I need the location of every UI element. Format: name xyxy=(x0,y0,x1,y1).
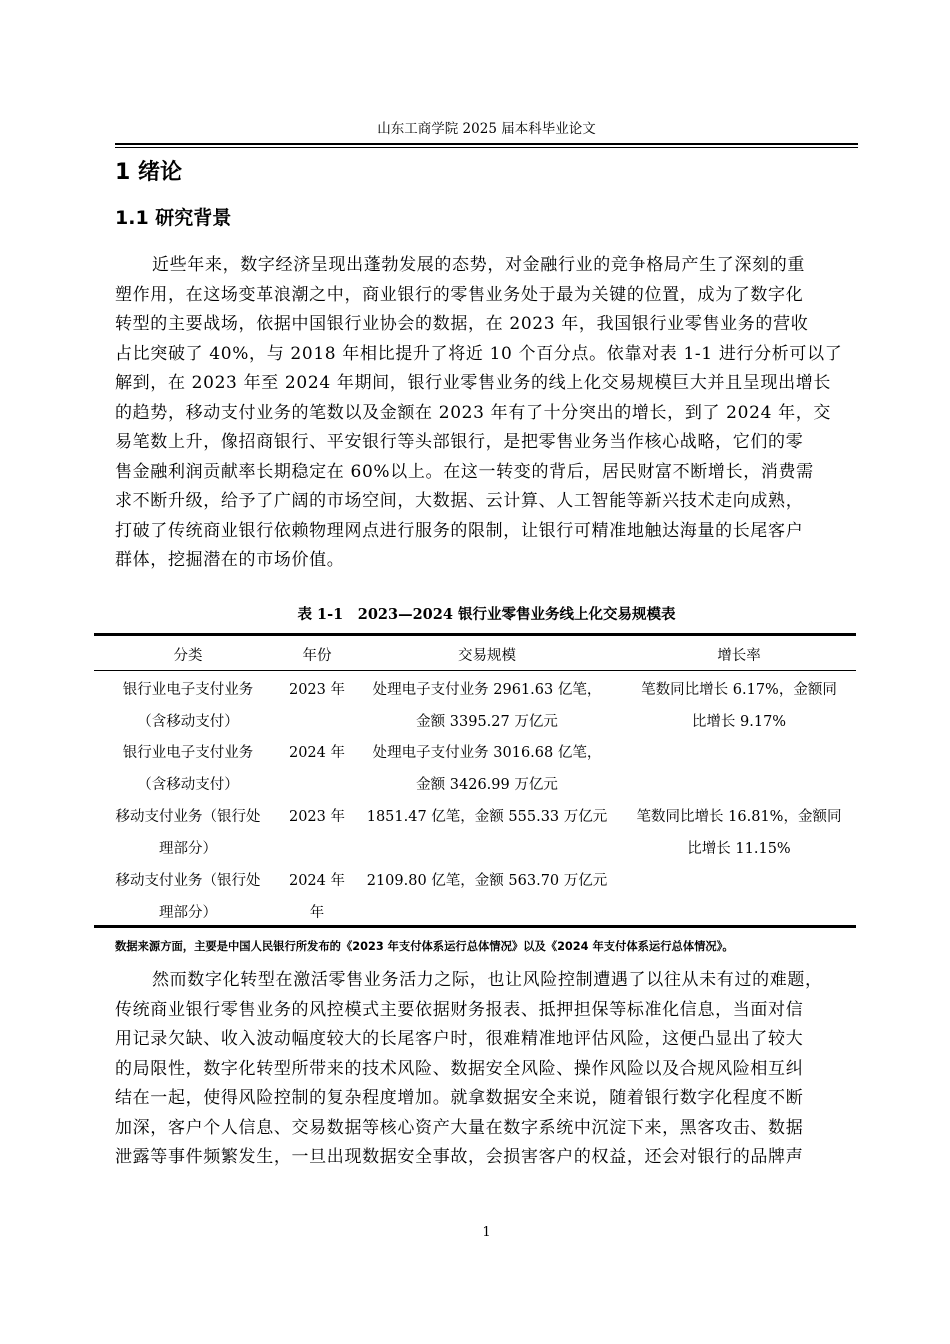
running-header: 山东工商学院 2025 届本科毕业论文 xyxy=(377,121,596,137)
table-cell-year xyxy=(282,737,352,769)
cell-line: （含移动支付） xyxy=(137,714,239,730)
paragraph-line: 传统商业银行零售业务的风控模式主要依据财务报表、抵押担保等标准化信息，当面对信 xyxy=(115,999,804,1020)
paragraph-line: 求不断升级，给予了广阔的市场空间，大数据、云计算、人工智能等新兴技术走向成熟， xyxy=(115,491,804,511)
paragraph-line: 群体，挖掘潜在的市场价值。 xyxy=(115,550,345,570)
page-number: 1 xyxy=(482,1225,491,1240)
table-header-cell: 年份 xyxy=(302,648,332,664)
table-cell-scale xyxy=(352,801,622,833)
paragraph-line: 的局限性，数字化转型所带来的技术风险、数据安全风险、操作风险以及合规风险相互纠 xyxy=(115,1058,804,1079)
paragraph-2 xyxy=(115,966,858,1173)
table-cell-growth xyxy=(622,801,856,865)
table-header-cell: 增长率 xyxy=(717,648,761,664)
table-cell-category xyxy=(94,865,282,929)
paragraph-line: 然而数字化转型在激活零售业务活力之际，也让风险控制遭遇了以往从未有过的难题， xyxy=(152,970,823,990)
cell-line: 2109.80 亿笔，金额 563.70 万亿元 xyxy=(366,873,608,889)
paragraph-1 xyxy=(115,251,858,576)
cell-line: 处理电子支付业务 3016.68 亿笔， xyxy=(372,745,602,761)
table-header-cell: 交易规模 xyxy=(458,648,516,664)
cell-line: 移动支付业务（银行处 xyxy=(115,873,261,889)
table-cell-category xyxy=(94,674,282,738)
cell-line: 笔数同比增长 6.17%，金额同 xyxy=(641,682,837,698)
paragraph-line: 售金融利润贡献率长期稳定在 60%以上。在这一转变的背后，居民财富不断增长，消费需 xyxy=(115,461,814,482)
paragraph-line: 用记录欠缺、收入波动幅度较大的长尾客户时，很难精准地评估风险，这便凸显出了较大 xyxy=(115,1029,804,1049)
cell-line: 笔数同比增长 16.81%，金额同 xyxy=(636,809,842,825)
paragraph-line: 转型的主要战场，依据中国银行业协会的数据，在 2023 年，我国银行业零售业务的营收 xyxy=(115,314,809,334)
cell-line: 年 xyxy=(309,905,325,921)
table-cell-scale xyxy=(352,737,622,801)
cell-line: 2024 年 xyxy=(288,745,345,761)
table-cell-year xyxy=(282,674,352,706)
section-title: 1.1 研究背景 xyxy=(115,207,232,229)
paragraph-line: 的趋势，移动支付业务的笔数以及金额在 2023 年有了十分突出的增长，到了 2024 年，交 xyxy=(115,402,832,423)
table-cell-category xyxy=(94,737,282,801)
cell-line: 比增长 11.15% xyxy=(687,841,791,857)
paragraph-line: 近些年来，数字经济呈现出蓬勃发展的态势，对金融行业的竞争格局产生了深刻的重 xyxy=(152,255,806,275)
cell-line: （含移动支付） xyxy=(137,777,239,793)
cell-line: 理部分） xyxy=(159,905,217,921)
table-cell-scale xyxy=(352,865,622,897)
paragraph-line: 占比突破了 40%，与 2018 年相比提升了将近 10 个百分点。依靠对表 1-1 进行分析可以了 xyxy=(115,343,843,364)
cell-line: 2024 年 xyxy=(288,873,345,889)
paragraph-line: 加深，客户个人信息、交易数据等核心资产大量在数字系统中沉淀下来，黑客攻击、数据 xyxy=(115,1117,804,1138)
header-rule xyxy=(115,143,858,145)
cell-line: 1851.47 亿笔，金额 555.33 万亿元 xyxy=(366,809,608,825)
paragraph-line: 解到，在 2023 年至 2024 年期间，银行业零售业务的线上化交易规模巨大并且呈现出增长 xyxy=(115,373,832,393)
table-cell-category xyxy=(94,801,282,865)
table-top-rule xyxy=(94,633,856,636)
paragraph-line: 塑作用，在这场变革浪潮之中，商业银行的零售业务处于最为关键的位置，成为了数字化 xyxy=(115,284,804,305)
table-cell-year xyxy=(282,801,352,833)
table-caption: 表 1-1 2023—2024 银行业零售业务线上化交易规模表 xyxy=(297,606,676,623)
paragraph-line: 结在一起，使得风险控制的复杂程度增加。就拿数据安全来说，随着银行数字化程度不断 xyxy=(115,1088,804,1108)
cell-line: 银行业电子支付业务 xyxy=(122,745,254,761)
table-cell-scale xyxy=(352,674,622,738)
cell-line: 银行业电子支付业务 xyxy=(122,682,254,698)
chapter-title: 1 绪论 xyxy=(115,160,182,185)
table-header-cell: 分类 xyxy=(173,648,203,664)
cell-line: 2023 年 xyxy=(288,682,345,698)
paragraph-line: 打破了传统商业银行依赖物理网点进行服务的限制，让银行可精准地触达海量的长尾客户 xyxy=(115,520,804,541)
cell-line: 理部分） xyxy=(159,841,217,857)
paragraph-line: 泄露等事件频繁发生，一旦出现数据安全事故，会损害客户的权益，还会对银行的品牌声 xyxy=(115,1147,804,1167)
cell-line: 2023 年 xyxy=(288,809,345,825)
cell-line: 移动支付业务（银行处 xyxy=(115,809,261,825)
source-note: 数据来源方面，主要是中国人民银行所发布的《2023 年支付体系运行总体情况》以及《2024 年支付体系运行总体情况》。 xyxy=(115,940,734,953)
cell-line: 比增长 9.17% xyxy=(691,714,787,730)
cell-line: 金额 3395.27 万亿元 xyxy=(416,714,558,730)
table-cell-growth xyxy=(622,674,856,738)
cell-line: 处理电子支付业务 2961.63 亿笔， xyxy=(372,682,602,698)
paragraph-line: 易笔数上升，像招商银行、平安银行等头部银行，是把零售业务当作核心战略，它们的零 xyxy=(115,432,804,452)
header-rule-thin xyxy=(115,147,858,148)
table-cell-year xyxy=(282,865,352,929)
cell-line: 金额 3426.99 万亿元 xyxy=(416,777,558,793)
